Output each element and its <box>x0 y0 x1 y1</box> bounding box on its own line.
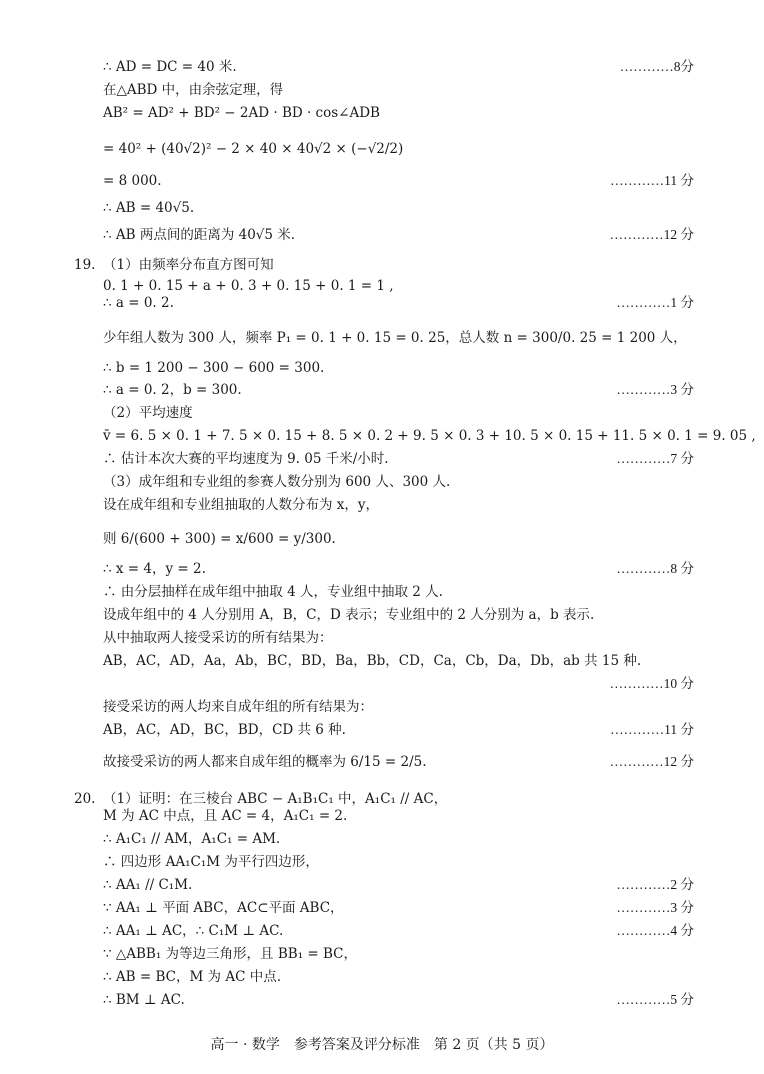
line-text: = 8 000. <box>103 173 162 189</box>
answer-line <box>103 652 694 670</box>
line-text: 则 6/(600 + 300) = x/600 = y/300. <box>103 531 336 547</box>
answer-line <box>103 140 694 158</box>
question-19-number: 19. <box>74 257 96 273</box>
answer-line <box>103 922 694 940</box>
line-text: ∵ △ABB₁ 为等边三角形，且 BB₁ = BC， <box>103 946 357 962</box>
answer-line <box>103 58 694 76</box>
answer-line <box>103 329 694 347</box>
line-text: 少年组人数为 300 人，频率 P₁ = 0. 1 + 0. 15 = 0. 25，总人数 n = 300/0. 25 = 1 200 人， <box>103 330 687 346</box>
score-mark: …………10 分 <box>609 676 694 691</box>
answer-line <box>103 277 694 295</box>
line-text: v̄ = 6. 5 × 0. 1 + 7. 5 × 0. 15 + 8. 5 × 0. 2 + 9. 5 × 0. 3 + 10. 5 × 0. 15 + 11. 5 × 0. 1 = 9. 05 , <box>103 428 756 444</box>
line-text: ∴ AB = BC，M 为 AC 中点. <box>103 969 282 985</box>
answer-line <box>103 753 694 771</box>
line-text: （1）由频率分布直方图可知 <box>103 257 274 273</box>
question-20-number: 20. <box>74 791 96 807</box>
answer-line <box>103 81 694 99</box>
line-text: M 为 AC 中点，且 AC = 4，A₁C₁ = 2. <box>103 808 348 824</box>
line-text: （1）证明：在三棱台 ABC − A₁B₁C₁ 中，A₁C₁ // AC， <box>103 791 448 807</box>
score-mark: …………11 分 <box>610 173 694 188</box>
answer-line <box>103 876 694 894</box>
line-text: （3）成年组和专业组的参赛人数分别为 600 人、300 人. <box>103 474 451 490</box>
line-text: ∴ 由分层抽样在成年组中抽取 4 人，专业组中抽取 2 人. <box>103 584 443 600</box>
answer-line <box>103 359 694 377</box>
answer-line <box>103 199 694 217</box>
line-text: ∴ b = 1 200 − 300 − 600 = 300. <box>103 360 325 376</box>
score-mark: …………8 分 <box>616 561 694 576</box>
answer-line <box>103 698 694 716</box>
score-mark: …………3 分 <box>616 382 694 397</box>
line-text: ∴ AB 两点间的距离为 40√5 米. <box>103 227 296 243</box>
score-mark: …………4 分 <box>616 923 694 938</box>
line-text: 设成年组中的 4 人分别用 A，B，C，D 表示；专业组中的 2 人分别为 a，b 表示. <box>103 607 595 623</box>
answer-line <box>103 404 694 422</box>
score-mark: …………5 分 <box>616 992 694 1007</box>
line-text: 设在成年组和专业组抽取的人数分布为 x，y， <box>103 497 380 513</box>
line-text: ∴ A₁C₁ // AM，A₁C₁ = AM. <box>103 831 281 847</box>
score-mark: …………12 分 <box>609 227 694 242</box>
question-19-first-line <box>103 256 694 274</box>
line-text: AB，AC，AD，BC，BD，CD 共 6 种. <box>103 722 346 738</box>
line-text: ∴ 四边形 AA₁C₁M 为平行四边形， <box>103 854 319 870</box>
answer-line <box>103 496 694 514</box>
score-mark: …………7 分 <box>616 451 694 466</box>
answer-line <box>103 629 694 647</box>
answer-line <box>103 991 694 1009</box>
line-text: （2）平均速度 <box>103 405 193 421</box>
line-text: ∴ AD = DC = 40 米. <box>103 59 237 75</box>
score-mark: …………11 分 <box>610 722 694 737</box>
answer-line <box>103 830 694 848</box>
line-text: ∴ AA₁ ⊥ AC，∴ C₁M ⊥ AC. <box>103 923 284 939</box>
score-mark: …………1 分 <box>616 295 694 310</box>
answer-line <box>103 560 694 578</box>
answer-line <box>103 721 694 739</box>
answer-line <box>103 606 694 624</box>
line-text: ∴ AA₁ // C₁M. <box>103 877 193 893</box>
line-text: ∴ x = 4，y = 2. <box>103 561 206 577</box>
line-text: 故接受采访的两人都来自成年组的概率为 6/15 = 2/5. <box>103 754 427 770</box>
answer-line <box>103 583 694 601</box>
line-text: 在△ABD 中，由余弦定理，得 <box>103 82 284 98</box>
answer-line <box>103 226 694 244</box>
page-footer: 高一 · 数学 参考答案及评分标准 第 2 页（共 5 页） <box>210 1037 554 1053</box>
answer-line <box>103 104 694 122</box>
line-text: ∴ 估计本次大赛的平均速度为 9. 05 千米/小时. <box>103 451 389 467</box>
line-text: ∴ a = 0. 2，b = 300. <box>103 382 242 398</box>
score-mark: …………2 分 <box>616 877 694 892</box>
score-mark: …………12 分 <box>609 754 694 769</box>
line-text: ∵ AA₁ ⊥ 平面 ABC，AC⊂平面 ABC， <box>103 900 344 916</box>
line-text: AB² = AD² + BD² − 2AD · BD · cos∠ADB <box>103 105 380 121</box>
answer-line <box>103 381 694 399</box>
line-text: ∴ BM ⊥ AC. <box>103 992 185 1008</box>
score-mark: …………3 分 <box>616 900 694 915</box>
answer-line <box>103 294 694 312</box>
score-mark: …………8分 <box>619 59 694 74</box>
answer-line <box>103 807 694 825</box>
line-text: = 40² + (40√2)² − 2 × 40 × 40√2 × (−√2/2) <box>103 141 404 157</box>
question-20-first-line <box>103 790 694 808</box>
answer-line <box>103 945 694 963</box>
line-text: ∴ a = 0. 2. <box>103 295 174 311</box>
line-text: 接受采访的两人均来自成年组的所有结果为： <box>103 699 373 715</box>
answer-line <box>103 473 694 491</box>
answer-line <box>103 172 694 190</box>
answer-line <box>103 899 694 917</box>
answer-line <box>103 450 694 468</box>
answer-line <box>103 427 756 445</box>
answer-line <box>103 968 694 986</box>
line-text: 从中抽取两人接受采访的所有结果为： <box>103 630 333 646</box>
answer-line <box>103 530 694 548</box>
line-text: AB，AC，AD，Aa，Ab，BC，BD，Ba，Bb，CD，Ca，Cb，Da，Db，ab 共 15 种. <box>103 653 642 669</box>
line-text: ∴ AB = 40√5. <box>103 200 195 216</box>
line-text: 0. 1 + 0. 15 + a + 0. 3 + 0. 15 + 0. 1 = 1 , <box>103 278 394 294</box>
answer-line <box>103 675 694 693</box>
answer-line <box>103 853 694 871</box>
